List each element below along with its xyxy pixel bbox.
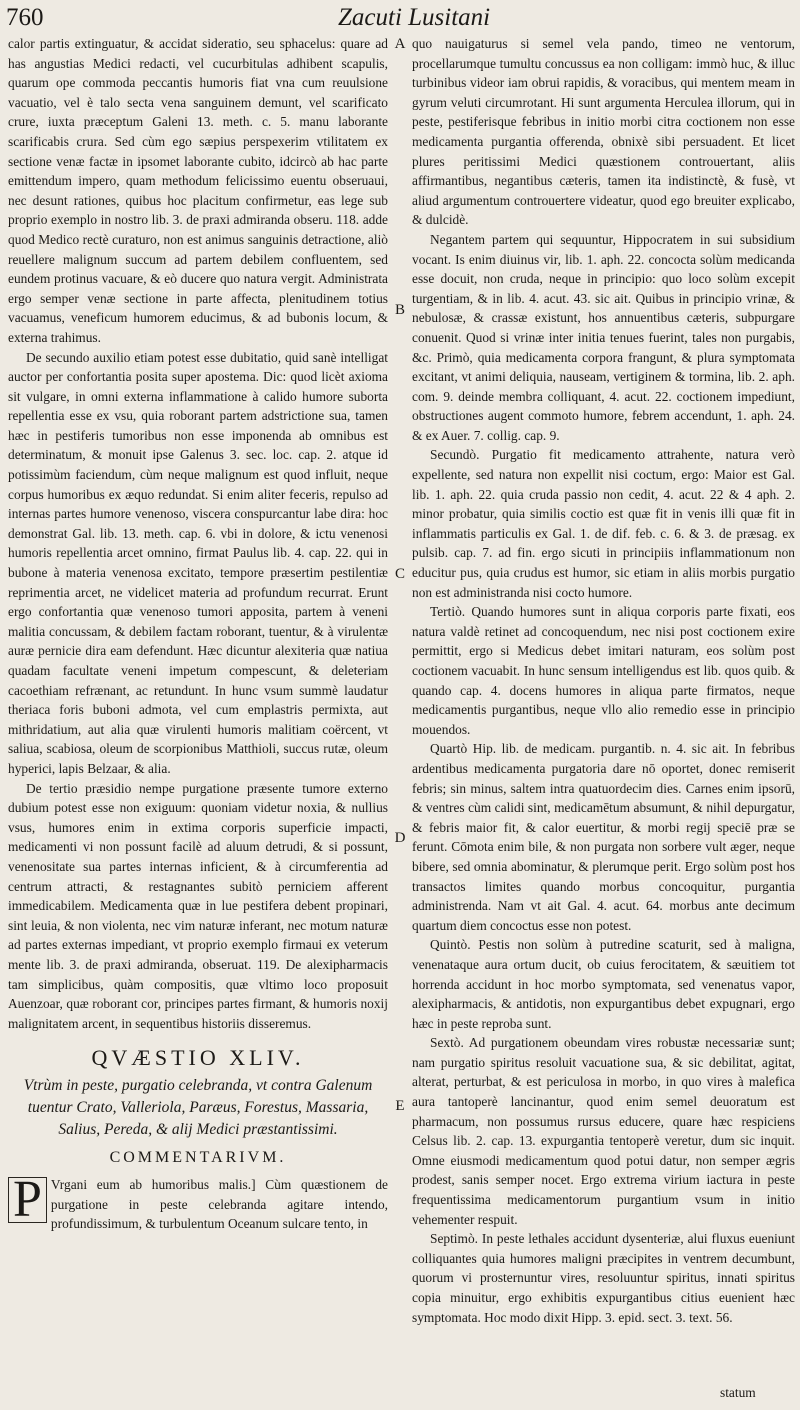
question-subtitle: Vtrùm in peste, purgatio celebranda, vt contra Galenum tuentur Crato, Valleriola, Paræus, Forestus, Massaria, Salius, Pereda, & alij Medici præstantissimi.	[23, 1077, 373, 1139]
right-paragraph-2: Negantem partem qui sequuntur, Hippocratem in sui subsidium vocant. Is enim diuinus vir, lib. 1. aph. 22. concocta solùm medicanda esse docuit, non cruda, neque in principio: quo loco solùm excepit turgentiam, & in lib. 4. acut. 43. sic ait. Quibus in principio vrinæ, & nebulosæ, & crassæ existunt, hos annuentibus cæteris, subpurgare conuenit. Quod si vrinæ inter initia tenues fuerint, tales non purgabis, &c. Primò, quia medicamenta corpora frangunt, & plura symptomata excitant, vt animi deliquia, nauseam, vertiginem & tormina, lib. 2. aph. com. 9. deinde membra colliquant, 4. acut. 22. coctionem impediunt, obstructiones augent commoto humore, febrem accendunt, 1. aph. 24. & ex Auer. 7. collig. cap. 9.	[412, 231, 795, 443]
right-paragraph-5: Quartò Hip. lib. de medicam. purgantib. n. 4. sic ait. In febribus ardentibus medicamenta purgatoria dare nō oportet, donec remiserit febris; sin minus, saltem intra quatuordecim dies. Carnes enim ipsorū, & ventres cùm calidi sint, medicamētum absumunt, & nihil depurgatur, & febris maior fit, & calor euertitur, & morbi regij speciē præ se ferunt. Cōmota enim bile, & non purgata non sorbere vult æger, neque bibere, sed omnia abominatur, & plerumque perit. Ergo solùm post hos transactos limites quando morbus concoquitur, purgantia administrenda. Nam vt ait Gal. 4. acut. 64. morbus ante decimum quartum diem concoctus esse non potest.	[412, 741, 795, 933]
right-paragraph-3: Secundò. Purgatio fit medicamento attrahente, natura verò expellente, sed natura non expellit nisi coctum, ergo: Maior est Gal. lib. 1. aph. 22. quia cruda passio non cedit, 4. acut. 22 & 4 aph. 2. minor probatur, quia similis coctio est quæ fit in venis illi quæ fit in inflammatis particulis ex Gal. 1. de dif. feb. c. 6. & 3. de præsag. ex pulsib. cap. 7. ad fin. ergo sicuti in principiis inflammationum non educitur pus, quia crudus est humor, sic etiam in aliis morbis purgatio non est administranda nisi cocto humore.	[412, 447, 795, 600]
right-paragraph-1: quo nauigaturus si semel vela pando, timeo ne ventorum, procellarumque tumultu concussus ea non colligam: immò huc, & illuc turbinibus videor iam obrui rapidis, & voracibus, qui mentem meam in gyrum veluti circumrotant. Hi sunt argumenta Herculea illorum, qui in peste, pestiferisque febribus in initio morbi citra coctionem non esse medicamenta purgantia offerenda, obnixè sibi persuadent. Et licet plures peritissimi Medici quæstionem controuertant, aliis affirmantibus, negantibus cæteris, tamen ita indistinctè, & fusè, vt aliud argumentum controuertere videatur, quod ego breuiter explicabo, & dulcidè.	[412, 36, 795, 228]
page-header	[0, 2, 800, 34]
commentarium-heading: COMMENTARIVM.	[109, 1149, 287, 1167]
margin-letter-e: E	[395, 1098, 405, 1114]
page-number: 760	[6, 4, 44, 31]
margin-letter-c: C	[394, 566, 405, 582]
left-paragraph-3: De tertio præsidio nempe purgatione præsente tumore externo dubium potest esse non exiguum: quoniam videtur noxia, & nullius vsus, humores enim in extima corporis superficie impacti, medicamenti vi non possunt facilè ad aluum detrudi, & si possunt, venenositate sua partes internas inficient, & à circumferentia ad centrum attracti, & restagnantes subitò perniciem afferent immedicabilem. Medicamenta quæ in lue pestifera debent propinari, sint leuia, & non violenta, nec vim naturæ inferant, nec motum naturæ ad partes externas impediant, vt proprio exemplo firmaui ex veterum mente lib. 3. de praxi admiranda, obseruat. 119. De alexipharmacis tam simplicibus, quàm compositis, quæ vltimo loco proposuit Auenzoar, quæ roborant cor, principes partes firmant, & humoris noxij malignitatem arcent, in sequentibus historiis disseremus.	[8, 780, 388, 1031]
margin-letter-a: A	[394, 36, 406, 52]
right-paragraph-6: Quintò. Pestis non solùm à putredine scaturit, sed à maligna, venenataque aura ortum ducit, ob cuius ferocitatem, & sæuitiem tot horrenda accidunt in hoc morbo symptomata, sed venenatus vapor, alexipharmacis, & antidotis, non expurgantibus debet expugnari, ergo hæc in peste reproba sunt.	[412, 937, 795, 1031]
left-paragraph-4-text: Vrgani eum ab humoribus malis.] Cùm quæstionem de purgatione in peste celebranda agitare intendo, profundissimum, & turbulentum Oceanum sulcare tento, in	[50, 1177, 388, 1232]
margin-letter-d: D	[394, 830, 406, 846]
left-paragraph-1: calor partis extinguatur, & accidat sideratio, seu sphacelus: quare ad has angustias Medici redacti, vel cucurbitulas adhibent scapulis, quarum ope commoda peccantis humoris fiat vna cum reuulsione vacuatio, vel è talo secta vena sanguinem demunt, vel scarificato crure, iuxta præceptum Galeni 13. meth. c. 5. manu laborante scarificabis crura. Sed cùm ego sæpius perspexerim vtilitatem ex sectione venæ factæ in ipsomet laborante cubito, idcircò ab hac parte emittendum impero, quam methodum felicissimo euentu obseruaui, nec desunt rationes, quibus hoc placitum confirmetur, eas lege sub proprio exemplo in nostro lib. 3. de praxi admiranda obseru. 118. adde quod Medico rectè curaturo, non est animus sanguinis detractione, aliò reuellere malignum succum ad partem debilem confluentem, sed eundem protinus vacuare, & eò ducere quo natura vergit. Administrata ergo semper venæ sectione in parte affecta, plenitudinem totius vacuamus, veneficum humorem educimus, & ad bubonis locum, & externa trahimus.	[8, 36, 388, 345]
running-title: Zacuti Lusitani	[338, 4, 491, 31]
left-paragraph-2: De secundo auxilio etiam potest esse dubitatio, quid sanè intelligat auctor per confortantia posita super apostema. Dic: quod licèt axioma sit vulgare, in omni externa inflammatione à calido humore suborta repellentia esse ex vsu, quia roborant partem adstrictione sua, tamen hæc in pestiferis tumoribus non esse imponenda ab omnibus est determinatum, & monuit ipse Galenus 3. sec. loc. cap. 2. atque id potissimùm faciendum, cùm neque malignum est quod influit, neque corpus humoribus ex æquo redundat. Si enim aliter feceris, repulso ad internas partes humore venenoso, viscera conspurcantur labe dira: hoc demonstrat Gal. lib. 13. meth. cap. 6. vbi in dolore, & ictu venenosi humoris repellentia arcet omnino, firmat Paulus lib. 4. cap. 22. qui in bubone à materia venenosa excitato, tempore præsertim pestilentiæ reprimentia arcet, ne videlicet materia ad profundum recurrat. Erunt ergo confortantia quæ venenoso tumori apposita, partem à veneni malitia concussam, & debilem factam roborant, tuentur, & à virulentæ auræ pernicie dira eam defendunt. Hæc dicuntur alexiteria quæ natiua quadam facultate veneni impetum compescunt, & deleteriam cacoethiam refrænant, ac retundunt. In hunc vsum summè laudatur theriaca foris buboni admota, vel cum emplastris permixta, aut mithridatium, aut alia quæ virulenti humoris malitiam coërcent, vt saliua, scabiosa, oleum de scorpionibus Matthioli, succus rutæ, oleum hyperici, lapis Belzaar, & alia.	[8, 349, 388, 776]
question-title: QVÆSTIO XLIV.	[91, 1045, 305, 1071]
catchword: statum	[720, 1385, 756, 1400]
left-paragraph-4	[8, 1171, 388, 1234]
drop-cap: P	[8, 1177, 47, 1223]
right-paragraph-4: Tertiò. Quando humores sunt in aliqua corporis parte fixati, eos natura valdè retinet ad concoquendum, nec nisi post coctionem exire permittit, ergo si Medicus debet imitari naturam, eos solùm post coctionem vacuabit. In hunc sensum intelligendus est lib. quos quib. & quando cap. 4. docens humores in aliqua parte firmatos, neque medicamentis purgantibus, neque vllo alio remedio esse in principio mouendos.	[412, 604, 795, 737]
left-column	[8, 34, 388, 1406]
margin-letter-b: B	[394, 302, 405, 318]
right-paragraph-8: Septimò. In peste lethales accidunt dysenteriæ, alui fluxus eueniunt colliquantes quia humores maligni præcipites in ventrem decumbunt, quorum vi prosternuntur vires, resoluuntur spiritus, innati spiritus copia minuitur, ergo exhibitis expurgantibus citius euenient hæc symptomata. Hoc modo dixit Hipp. 3. epid. sect. 3. text. 56.	[412, 1231, 795, 1325]
right-column	[412, 34, 795, 1406]
right-paragraph-7: Sextò. Ad purgationem obeundam vires robustæ necessariæ sunt; nam purgatio spiritus resoluit vacuatione sua, & sic debilitat, agitat, alterat, perturbat, & est periculosa in morbo, in quo vires à malefica aura tantoperè lancinantur, quod enim semel deuoratum est pharmacum, non possumus rursus educere, quare hæc respiciens Celsus lib. 2. cap. 13. expurgantia tentoperè veretur, dum sic inquit. Omne eiusmodi medicamentum quod potui datur, non semper ægris prodest, sanis semper nocet. Ergo extrema virium iactura in peste frequentissima medicamentorum purgantium vsum in initio vehementer respuit.	[412, 1035, 795, 1227]
